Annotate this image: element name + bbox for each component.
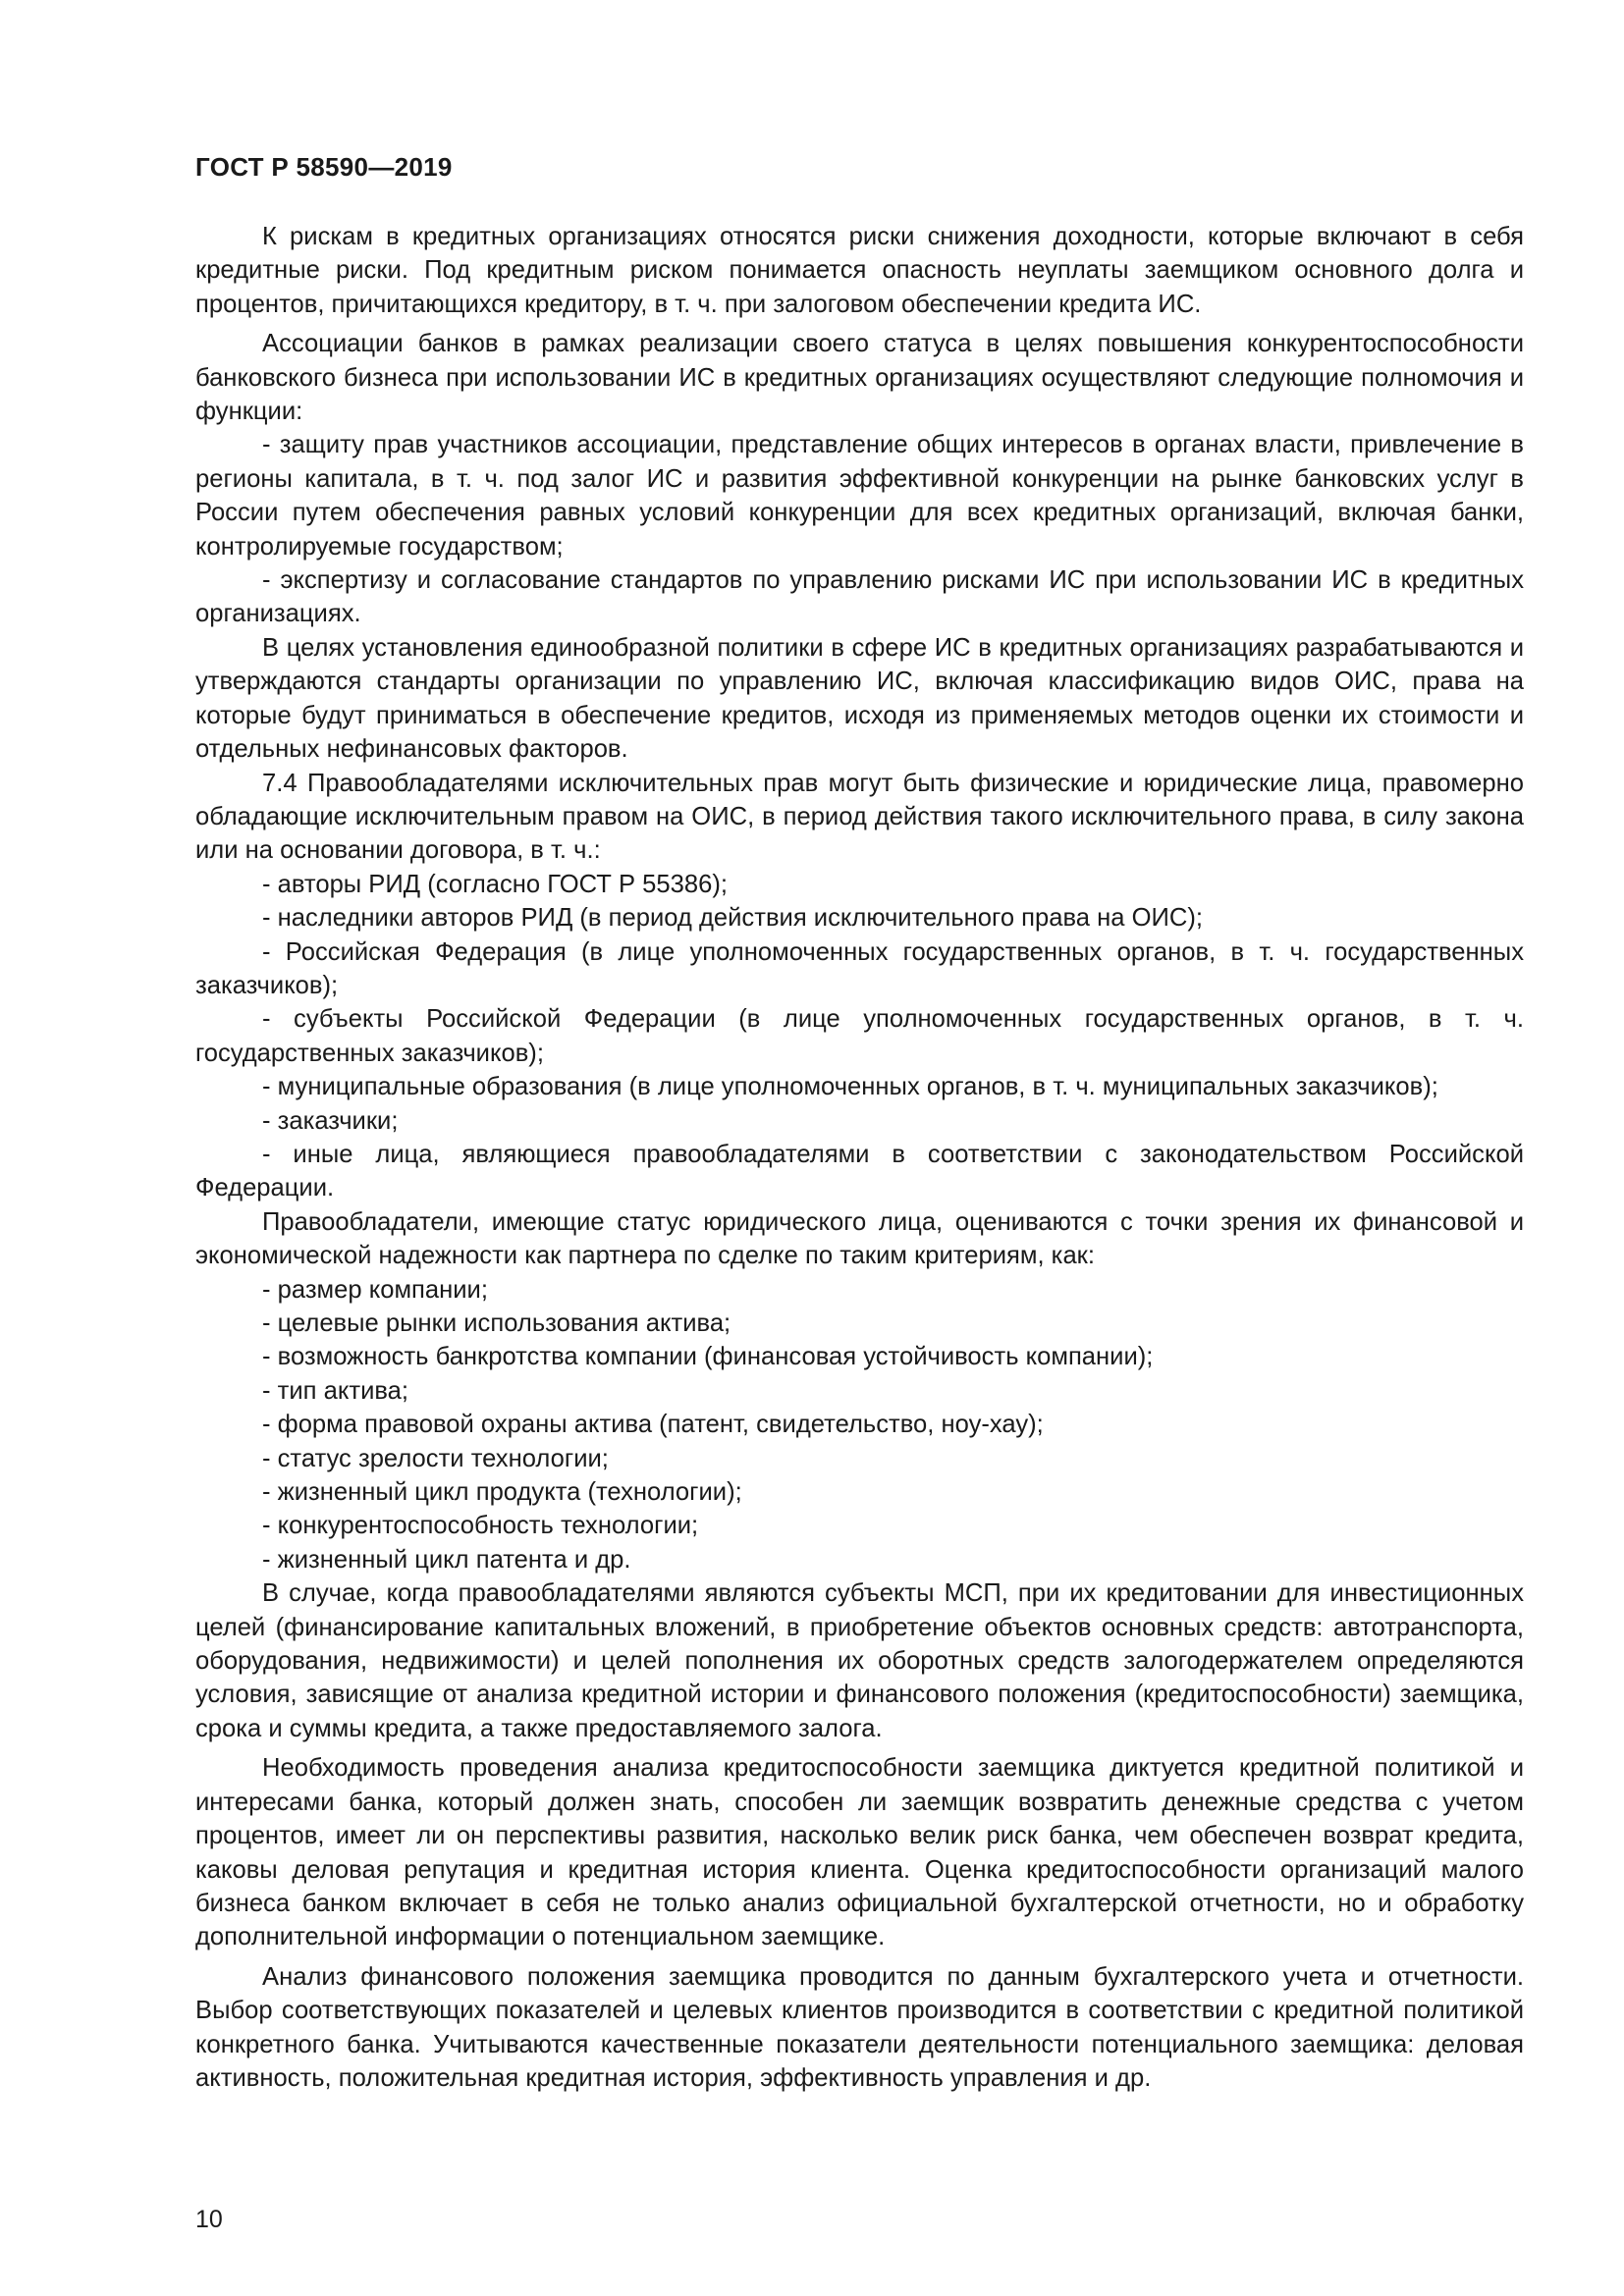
paragraph: В целях установления единообразной политики в сфере ИС в кредитных организациях разрабатываются и утверждаются стандарты организации по управлению ИС, включая классификацию видов ОИС, права на которые будут приниматься в обеспечение кредитов, исходя из применяемых методов оценки их стоимости и отдельных нефинансовых факторов. <box>195 633 1524 764</box>
paragraph: В случае, когда правообладателями являются субъекты МСП, при их кредитовании для инвестиционных целей (финансирование капитальных вложений, в приобретение объектов основных средств: автотранспорта, оборудования, недвижимости) и целей пополнения их оборотных средств залогодержателем определяются условия, зависящие от анализа кредитной истории и финансового положения (кредитоспособности) заемщика, срока и суммы кредита, а также предоставляемого залога. <box>195 1579 1524 1742</box>
paragraph: Правообладатели, имеющие статус юридического лица, оцениваются с точки зрения их финансовой и экономической надежности как партнера по сделке по таким критериям, как: <box>195 1207 1524 1270</box>
list-item: - форма правовой охраны актива (патент, свидетельство, ноу-хау); <box>262 1411 1044 1439</box>
list-item: - Российская Федерация (в лице уполномоченных государственных органов, в т. ч. государственных заказчиков); <box>195 937 1524 999</box>
list-item: - заказчики; <box>262 1106 399 1135</box>
page-number: 10 <box>195 2206 223 2233</box>
list-item: - иные лица, являющиеся правообладателями в соответствии с законодательством Российской Федерации. <box>195 1140 1524 1202</box>
list-item: - муниципальные образования (в лице уполномоченных органов, в т. ч. муниципальных заказчиков); <box>262 1073 1438 1101</box>
page-header-standard-id: ГОСТ Р 58590—2019 <box>195 152 453 182</box>
list-item: - конкурентоспособность технологии; <box>262 1512 699 1540</box>
list-item: - наследники авторов РИД (в период действия исключительного права на ОИС); <box>262 904 1204 933</box>
list-item: - защиту прав участников ассоциации, представление общих интересов в органах власти, привлечение в регионы капитала, в т. ч. под залог ИС и развития эффективной конкуренции на рынке банковских услуг в России путем обеспечения равных условий конкуренции для всех кредитных организаций, включая банки, контролируемые государством; <box>195 431 1524 561</box>
list-item: - жизненный цикл патента и др. <box>262 1545 631 1574</box>
list-item: - экспертизу и согласование стандартов по управлению рисками ИС при использовании ИС в кредитных организациях. <box>195 566 1524 628</box>
list-item: - целевые рынки использования актива; <box>262 1309 731 1337</box>
paragraph: Ассоциации банков в рамках реализации своего статуса в целях повышения конкурентоспособности банковского бизнеса при использовании ИС в кредитных организациях осуществляют следующие полномочия и функции: <box>195 330 1524 426</box>
list-item: - субъекты Российской Федерации (в лице уполномоченных государственных органов, в т. ч. государственных заказчиков); <box>195 1005 1524 1067</box>
paragraph: 7.4 Правообладателями исключительных прав могут быть физические и юридические лица, правомерно обладающие исключительным правом на ОИС, в период действия такого исключительного права, в силу закона или на основании договора, в т. ч.: <box>195 769 1524 865</box>
paragraph: К рискам в кредитных организациях относятся риски снижения доходности, которые включают в себя кредитные риски. Под кредитным риском понимается опасность неуплаты заемщиком основного долга и процентов, причитающихся кредитору, в т. ч. при залоговом обеспечении кредита ИС. <box>195 223 1524 318</box>
paragraph: Анализ финансового положения заемщика проводится по данным бухгалтерского учета и отчетности. Выбор соответствующих показателей и целевых клиентов производится в соответствии с кредитной политикой конкретного банка. Учитываются качественные показатели деятельности потенциального заемщика: деловая активность, положительная кредитная история, эффективность управления и др. <box>195 1962 1524 2092</box>
list-item: - статус зрелости технологии; <box>262 1444 609 1472</box>
list-item: - авторы РИД (согласно ГОСТ Р 55386); <box>262 870 728 898</box>
body-text <box>195 220 1524 2095</box>
list-item: - тип актива; <box>262 1376 409 1405</box>
list-item: - размер компании; <box>262 1275 488 1304</box>
paragraph: Необходимость проведения анализа кредитоспособности заемщика диктуется кредитной политикой и интересами банка, который должен знать, способен ли заемщик возвратить денежные средства с учетом процентов, имеет ли он перспективы развития, насколько велик риск банка, чем обеспечен возврат кредита, каковы деловая репутация и кредитная история клиента. Оценка кредитоспособности организаций малого бизнеса банком включает в себя не только анализ официальной бухгалтерской отчетности, но и обработку дополнительной информации о потенциальном заемщике. <box>195 1754 1524 1951</box>
list-item: - жизненный цикл продукта (технологии); <box>262 1478 742 1507</box>
list-item: - возможность банкротства компании (финансовая устойчивость компании); <box>262 1343 1154 1371</box>
